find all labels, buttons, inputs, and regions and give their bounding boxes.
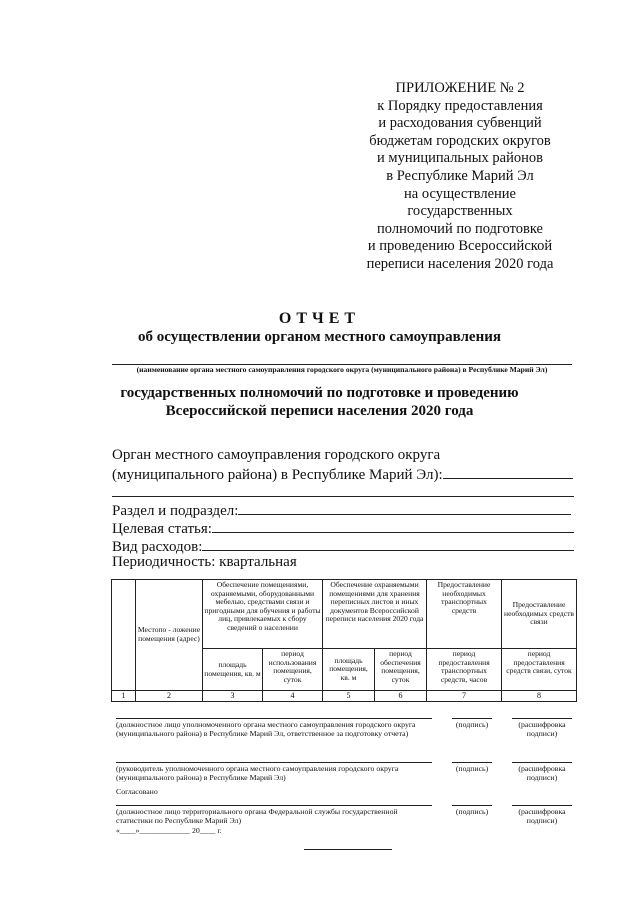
column-number: 3 (203, 691, 263, 702)
title-line: Всероссийской переписи населения 2020 года (165, 403, 474, 419)
decoding-caption: (расшифровка подписи) (518, 720, 566, 739)
table-header-group1: Обеспечение помещениями, охраняемыми, оборудованными мебелью, средствами связи и пригодными для обучения и работы лиц, привлекаемых к сбору сведений о населении (203, 580, 323, 649)
column-number: 2 (136, 691, 203, 702)
appendix-block (300, 80, 620, 274)
appendix-line: переписи населения 2020 года (366, 255, 554, 272)
report-title: ОТЧЕТ (278, 310, 361, 327)
table-header-comm-period: период предоставления средств связи, суток (502, 649, 577, 691)
column-number: 5 (323, 691, 375, 702)
appendix-line: и расходования субвенций (378, 115, 542, 132)
signature-line[interactable] (452, 762, 492, 763)
organ-label-line2: (муниципального района) в Республике Марий Эл): (112, 467, 443, 483)
appendix-line: бюджетам городских округов (369, 132, 551, 149)
section-label: Раздел и подраздел: (112, 503, 239, 519)
target-label: Целевая статья: (112, 521, 212, 537)
column-number: 6 (375, 691, 427, 702)
section-field (112, 500, 576, 520)
column-number: 7 (427, 691, 502, 702)
report-table (111, 579, 577, 702)
end-divider (304, 849, 392, 850)
column-number: 4 (263, 691, 323, 702)
appendix-line: и муниципальных районов (377, 150, 543, 167)
column-number: 8 (502, 691, 577, 702)
appendix-line: и проведению Всероссийской (367, 238, 553, 255)
agreed-label: Согласовано (116, 787, 158, 796)
signature-line[interactable] (452, 805, 492, 806)
table-header-empty (112, 580, 136, 691)
report-title-continuation (0, 384, 639, 420)
table-header-transport-period: период предоставления транспортных средств, часов (427, 649, 502, 691)
date-line[interactable]: «____»_____________ 20____ г. (116, 826, 222, 835)
appendix-line: ПРИЛОЖЕНИЕ № 2 (395, 80, 525, 96)
signature-line[interactable] (116, 762, 432, 763)
signature-caption: (подпись) (455, 764, 489, 773)
signature-line[interactable] (512, 805, 572, 806)
organ-label-line1: Орган местного самоуправления городского округа (112, 447, 441, 463)
appendix-line: полномочий по подготовке (377, 220, 543, 237)
appendix-line: государственных (407, 203, 513, 220)
signature-line[interactable] (512, 718, 572, 719)
signature-line[interactable] (116, 718, 432, 719)
decoding-caption: (расшифровка подписи) (518, 764, 566, 783)
appendix-line: на осуществление (404, 185, 516, 202)
section-input-line[interactable] (238, 500, 571, 515)
organ-extra-line[interactable] (112, 496, 574, 497)
column-number: 1 (112, 691, 136, 702)
table-header-period1: период использования помещения, суток (263, 649, 323, 691)
expense-input-line[interactable] (202, 536, 574, 551)
signature-line[interactable] (512, 762, 572, 763)
table-header-period2: период обеспечения помещения, суток (375, 649, 427, 691)
signature-caption: (подпись) (455, 720, 489, 729)
table-header-group2: Обеспечение охраняемыми помещениями для хранения переписных листов и иных документов Всероссийской переписи населения 2020 года (323, 580, 427, 649)
signature-caption: (подпись) (455, 807, 489, 816)
signature-line[interactable] (116, 805, 432, 806)
table-header-location: Местопо - ложение помещения (адрес) (136, 580, 203, 691)
signatory-official-caption: (должностное лицо уполномоченного органа местного самоуправления городского округа (муниципального района) в Республике Марий Эл, ответственное за подготовку отчета) (116, 720, 416, 739)
decoding-caption: (расшифровка подписи) (518, 807, 566, 826)
signatory-statistics-caption: (должностное лицо территориального органа Федеральной службы государственной статистики по Республике Марий Эл) (116, 807, 398, 826)
organ-input-line[interactable] (443, 464, 573, 479)
table-header-area1: площадь помещения, кв. м (203, 649, 263, 691)
organ-name-caption: (наименование органа местного самоуправления городского округа (муниципального района) в Республике Марий Эл) (136, 365, 548, 374)
expense-label: Вид расходов: (112, 539, 203, 555)
table-header-communication: Предоставление необходимых средств связи (502, 580, 577, 649)
target-field (112, 518, 576, 538)
periodicity-label: Периодичность: квартальная (112, 554, 297, 570)
title-line: государственных полномочий по подготовке и проведению (120, 385, 519, 401)
appendix-line: в Республике Марий Эл (386, 167, 534, 184)
report-subtitle: об осуществлении органом местного самоуправления (138, 329, 501, 345)
appendix-line: к Порядку предоставления (377, 97, 543, 114)
signature-line[interactable] (452, 718, 492, 719)
table-header-transport: Предоставление необходимых транспортных средств (427, 580, 502, 649)
signatory-head-caption: (руководитель уполномоченного органа местного самоуправления городского округа (муниципального района) в Республике Марий Эл) (116, 764, 399, 783)
organ-field (112, 464, 576, 484)
table-header-area2: площадь помещения, кв. м (323, 649, 375, 691)
target-input-line[interactable] (212, 518, 574, 533)
